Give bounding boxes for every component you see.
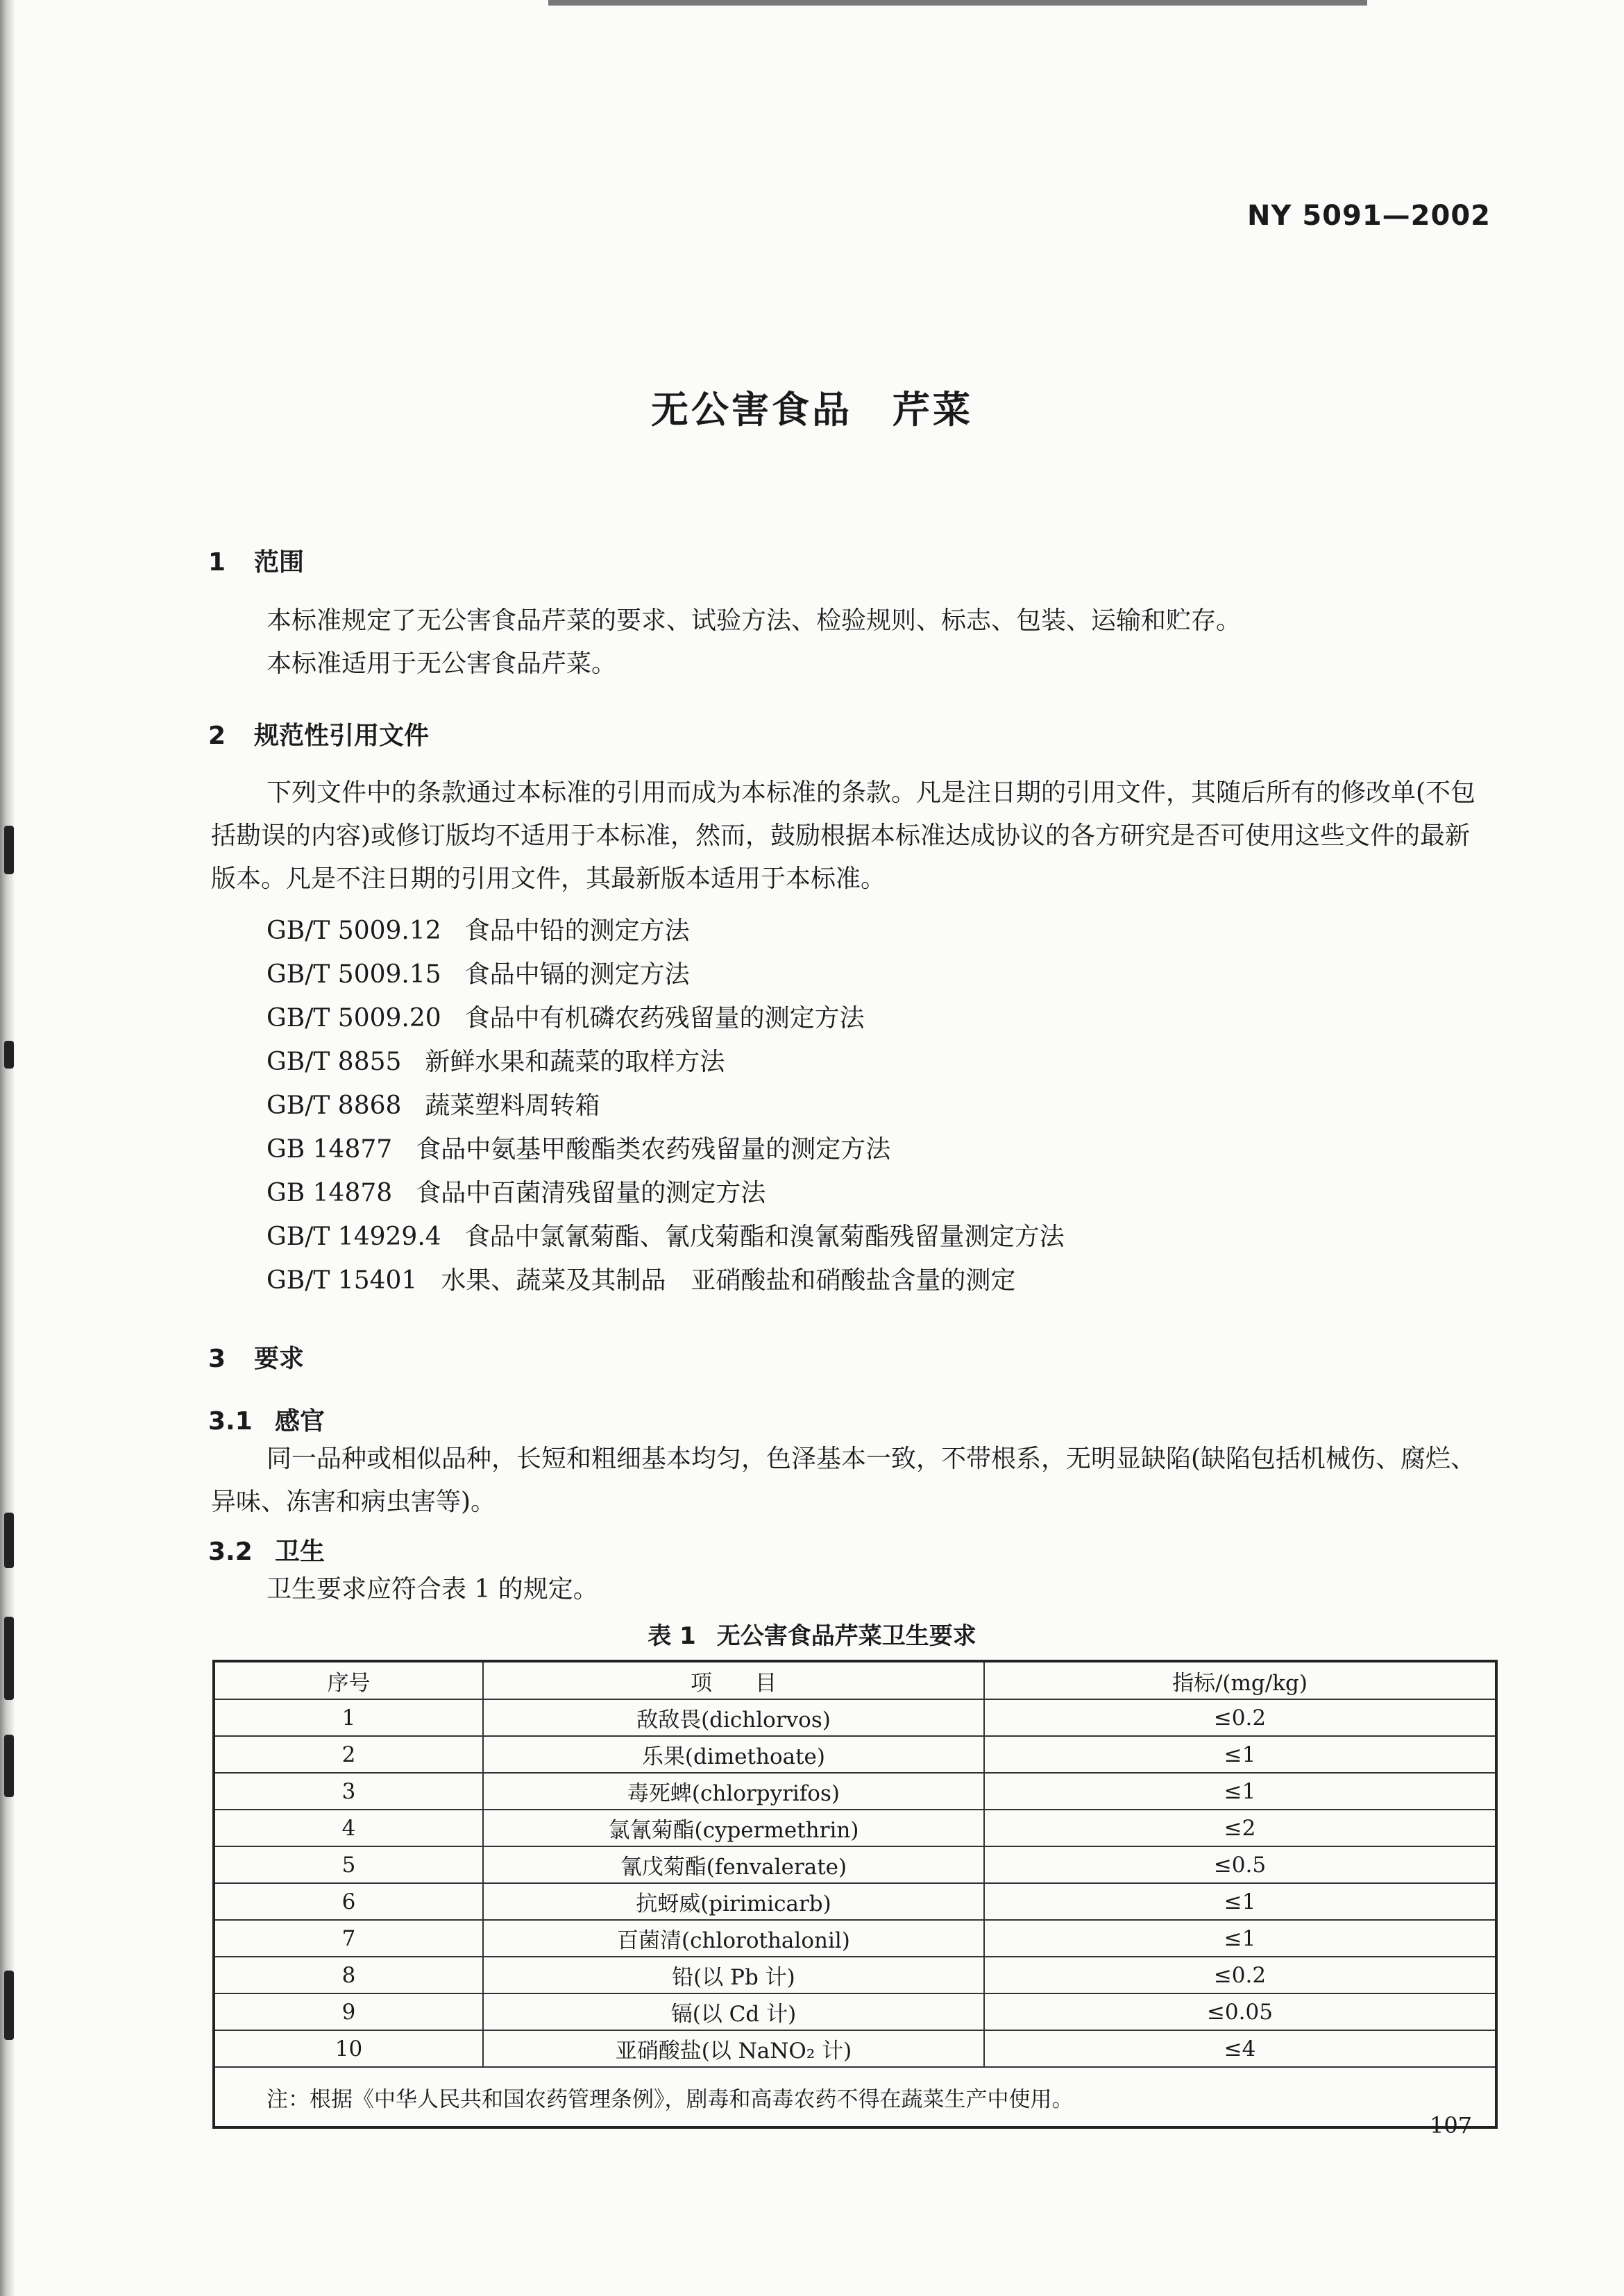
cell-item: 亚硝酸盐(以 NaNO₂ 计) (483, 2030, 984, 2067)
scan-artifact-mark (4, 1513, 14, 1568)
hygiene-paragraph: 卫生要求应符合表 1 的规定。 (267, 1575, 598, 1604)
reference-item (267, 1084, 1065, 1128)
subsection-heading-hygiene (208, 1532, 325, 1567)
reference-code: GB/T 8855 (267, 1048, 402, 1076)
table-row (214, 1957, 1496, 1993)
section-title: 要求 (254, 1345, 305, 1373)
cell-no: 10 (214, 2030, 483, 2067)
reference-item (267, 1128, 1065, 1171)
section-heading-requirements (208, 1339, 304, 1375)
table-note: 注：根据《中华人民共和国农药管理条例》，剧毒和高毒农药不得在蔬菜生产中使用。 (214, 2067, 1496, 2127)
scope-paragraph-1: 本标准规定了无公害食品芹菜的要求、试验方法、检验规则、标志、包装、运输和贮存。 (267, 606, 1242, 635)
page-number: 107 (1430, 2112, 1473, 2138)
reference-code: GB 14878 (267, 1179, 393, 1207)
table-row (214, 1846, 1496, 1883)
reference-list (267, 909, 1065, 1302)
cell-item: 铅(以 Pb 计) (483, 1957, 984, 1993)
cell-limit: ≤0.05 (984, 1993, 1496, 2030)
scan-artifact-mark (4, 1041, 14, 1069)
cell-item: 毒死蜱(chlorpyrifos) (483, 1773, 984, 1810)
reference-title: 食品中镉的测定方法 (464, 960, 690, 989)
reference-title: 食品中有机磷农药残留量的测定方法 (464, 1004, 865, 1032)
column-header-item: 项 目 (483, 1661, 984, 1699)
table-caption (0, 1617, 1624, 1651)
cell-item: 氰戊菊酯(fenvalerate) (483, 1846, 984, 1883)
cell-limit: ≤1 (984, 1736, 1496, 1773)
table-header-row (214, 1661, 1496, 1699)
reference-title: 新鲜水果和蔬菜的取样方法 (425, 1048, 725, 1076)
subsection-title: 感官 (275, 1407, 325, 1436)
table-note-row (214, 2067, 1496, 2127)
table-row (214, 1736, 1496, 1773)
table-row (214, 1699, 1496, 1736)
table-caption-text: 无公害食品芹菜卫生要求 (716, 1622, 976, 1650)
cell-item: 氯氰菊酯(cypermethrin) (483, 1810, 984, 1846)
reference-title: 蔬菜塑料周转箱 (425, 1091, 600, 1120)
subsection-number: 3.1 (208, 1407, 253, 1436)
scan-edge-shadow (0, 0, 15, 2296)
reference-code: GB 14877 (267, 1135, 393, 1164)
table-row (214, 1883, 1496, 1920)
section-number: 2 (208, 722, 226, 750)
cell-no: 1 (214, 1699, 483, 1736)
cell-limit: ≤1 (984, 1920, 1496, 1957)
table-row (214, 1773, 1496, 1810)
reference-item (267, 1259, 1065, 1302)
reference-item (267, 996, 1065, 1040)
reference-title: 水果、蔬菜及其制品 亚硝酸盐和硝酸盐含量的测定 (441, 1266, 1016, 1295)
column-header-no: 序号 (214, 1661, 483, 1699)
table-row (214, 1993, 1496, 2030)
hygiene-requirements-table (212, 1660, 1498, 2129)
cell-no: 9 (214, 1993, 483, 2030)
reference-title: 食品中铅的测定方法 (464, 917, 690, 945)
cell-no: 3 (214, 1773, 483, 1810)
reference-code: GB/T 15401 (267, 1266, 418, 1295)
reference-title: 食品中百菌清残留量的测定方法 (416, 1179, 766, 1207)
section-heading-normative-references (208, 716, 429, 751)
cell-item: 乐果(dimethoate) (483, 1736, 984, 1773)
reference-item (267, 1171, 1065, 1215)
reference-code: GB/T 5009.20 (267, 1004, 441, 1032)
reference-item (267, 1215, 1065, 1259)
cell-limit: ≤0.2 (984, 1699, 1496, 1736)
subsection-title: 卫生 (275, 1538, 325, 1566)
document-title: 无公害食品 芹菜 (651, 388, 973, 432)
section-number: 3 (208, 1345, 226, 1373)
table-label: 表 1 (648, 1622, 696, 1650)
subsection-heading-sensory (208, 1402, 325, 1437)
scan-artifact-mark (4, 1735, 14, 1797)
cell-item: 敌敌畏(dichlorvos) (483, 1699, 984, 1736)
scan-artifact-mark (4, 826, 14, 874)
scan-top-edge (548, 0, 1367, 6)
reference-item (267, 953, 1065, 996)
reference-title: 食品中氯氰菊酯、氰戊菊酯和溴氰菊酯残留量测定方法 (464, 1223, 1065, 1251)
cell-no: 6 (214, 1883, 483, 1920)
section-title: 范围 (254, 548, 305, 577)
table-row (214, 1920, 1496, 1957)
cell-limit: ≤2 (984, 1810, 1496, 1846)
reference-item (267, 909, 1065, 953)
reference-title: 食品中氨基甲酸酯类农药残留量的测定方法 (416, 1135, 891, 1164)
cell-limit: ≤4 (984, 2030, 1496, 2067)
reference-code: GB/T 5009.15 (267, 960, 441, 989)
cell-no: 5 (214, 1846, 483, 1883)
table-row (214, 1810, 1496, 1846)
scope-paragraph-2: 本标准适用于无公害食品芹菜。 (267, 649, 617, 678)
subsection-number: 3.2 (208, 1538, 253, 1566)
sensory-paragraph: 同一品种或相似品种，长短和粗细基本均匀，色泽基本一致，不带根系，无明显缺陷(缺陷包括机械伤、腐烂、异味、冻害和病虫害等)。 (211, 1445, 1476, 1516)
cell-no: 7 (214, 1920, 483, 1957)
cell-item: 镉(以 Cd 计) (483, 1993, 984, 2030)
section-number: 1 (208, 548, 226, 577)
reference-item (267, 1040, 1065, 1084)
cell-limit: ≤1 (984, 1773, 1496, 1810)
cell-item: 百菌清(chlorothalonil) (483, 1920, 984, 1957)
cell-no: 4 (214, 1810, 483, 1846)
cell-limit: ≤0.5 (984, 1846, 1496, 1883)
reference-code: GB/T 14929.4 (267, 1223, 441, 1251)
standard-number: NY 5091—2002 (1246, 200, 1491, 232)
column-header-limit: 指标/(mg/kg) (984, 1661, 1496, 1699)
cell-item: 抗蚜威(pirimicarb) (483, 1883, 984, 1920)
reference-code: GB/T 8868 (267, 1091, 402, 1120)
cell-no: 2 (214, 1736, 483, 1773)
reference-code: GB/T 5009.12 (267, 917, 441, 945)
cell-limit: ≤0.2 (984, 1957, 1496, 1993)
section-title: 规范性引用文件 (254, 722, 430, 750)
scan-artifact-mark (4, 1971, 14, 2040)
cell-limit: ≤1 (984, 1883, 1496, 1920)
cell-no: 8 (214, 1957, 483, 1993)
references-intro: 下列文件中的条款通过本标准的引用而成为本标准的条款。凡是注日期的引用文件，其随后所有的修改单(不包括勘误的内容)或修订版均不适用于本标准，然而，鼓励根据本标准达成协议的各方研究是否可使用这些文件的最新版本。凡是不注日期的引用文件，其最新版本适用于本标准。 (211, 779, 1476, 893)
table-row (214, 2030, 1496, 2067)
section-heading-scope (208, 543, 304, 578)
